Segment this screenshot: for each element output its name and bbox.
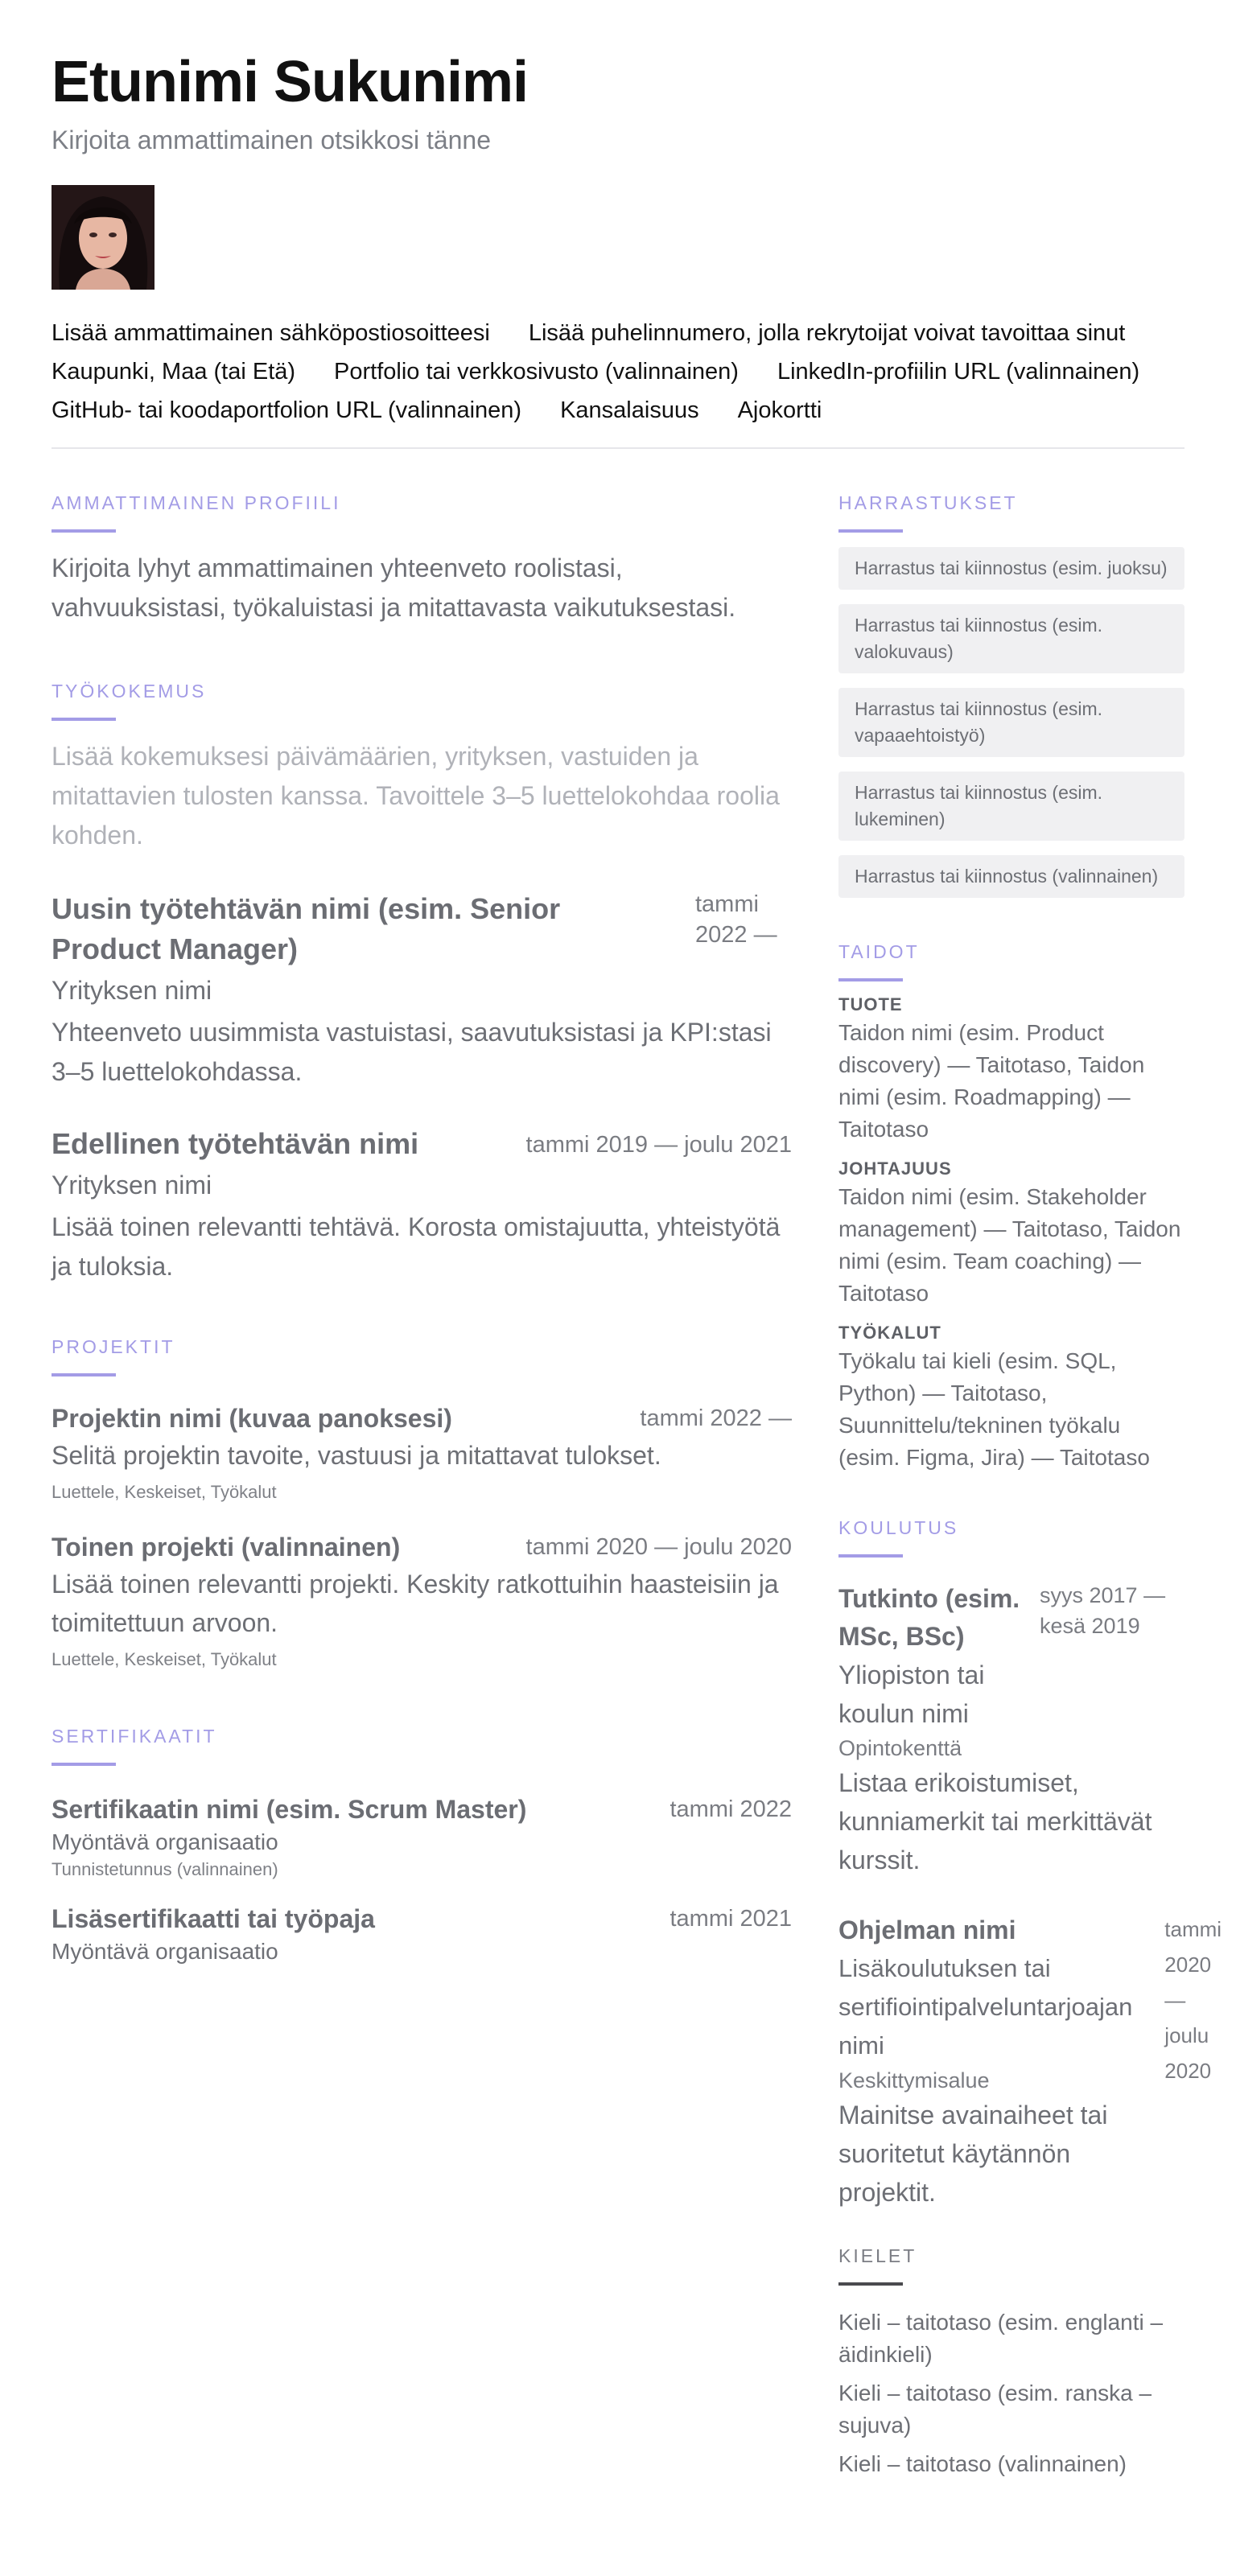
section-title: PROJEKTIT bbox=[52, 1336, 175, 1357]
project-item bbox=[52, 1401, 792, 1505]
professional-headline: Kirjoita ammattimainen otsikkosi tänne bbox=[52, 126, 492, 154]
profile-section bbox=[52, 491, 792, 628]
certificates-section bbox=[52, 1724, 792, 1967]
hobby-tag: Harrastus tai kiinnostus (esim. vapaaehtoistyö) bbox=[838, 688, 1184, 757]
person-name: Etunimi Sukunimi bbox=[52, 50, 529, 114]
project-tags: Luettele, Keskeiset, Työkalut bbox=[52, 1482, 277, 1502]
company-name: Yrityksen nimi bbox=[52, 976, 212, 1005]
project-date: tammi 2020 — joulu 2020 bbox=[525, 1534, 792, 1560]
education-description: Listaa erikoistumiset, kunniamerkit tai merkittävät kurssit. bbox=[838, 1768, 1152, 1874]
experience-item bbox=[52, 1124, 792, 1286]
hobby-tag: Harrastus tai kiinnostus (valinnainen) bbox=[838, 855, 1184, 898]
project-title: Toinen projekti (valinnainen) bbox=[52, 1533, 401, 1562]
skill-list: Työkalu tai kieli (esim. SQL, Python) — Taitotaso, Suunnittelu/tekninen työkalu (esim. Figma, Jira) — Taitotaso bbox=[838, 1348, 1150, 1470]
contact-portfolio[interactable]: Portfolio tai verkkosivusto (valinnainen) bbox=[334, 359, 739, 385]
main-column bbox=[52, 491, 792, 1967]
section-title: KIELET bbox=[838, 2245, 917, 2266]
project-description: Lisää toinen relevantti projekti. Keskity ratkottuihin haasteisiin ja toimitettuun arvoon. bbox=[52, 1570, 779, 1637]
certificate-id: Tunnistetunnus (valinnainen) bbox=[52, 1859, 278, 1879]
project-date: tammi 2022 — bbox=[640, 1405, 792, 1431]
hobby-tag: Harrastus tai kiinnostus (esim. lukeminen) bbox=[838, 772, 1184, 841]
education-item bbox=[838, 1580, 1184, 1879]
experience-section bbox=[52, 679, 792, 1286]
certificate-item bbox=[52, 1901, 792, 1967]
header-divider bbox=[52, 447, 1184, 449]
hobby-tag: Harrastus tai kiinnostus (esim. juoksu) bbox=[838, 547, 1184, 590]
contact-email[interactable]: Lisää ammattimainen sähköpostiosoitteesi bbox=[52, 320, 490, 346]
education-item bbox=[838, 1911, 1222, 2212]
job-date: tammi 2022 — bbox=[695, 891, 777, 948]
projects-section bbox=[52, 1335, 792, 1673]
program-block bbox=[838, 1911, 1158, 2212]
skill-list: Taidon nimi (esim. Product discovery) — Taitotaso, Taidon nimi (esim. Roadmapping) — Taitotaso bbox=[838, 1020, 1145, 1142]
section-title: AMMATTIMAINEN PROFIILI bbox=[52, 492, 341, 513]
certificate-item bbox=[52, 1792, 792, 1882]
section-title: TAIDOT bbox=[838, 941, 920, 962]
certificate-title: Lisäsertifikaatti tai työpaja bbox=[52, 1904, 375, 1933]
experience-item bbox=[52, 889, 792, 1092]
experience-intro: Lisää kokemuksesi päivämäärien, yrityksen, vastuiden ja mitattavien tulosten kanssa. Tavoittele 3–5 luettelokohdaa roolia kohden. bbox=[52, 742, 780, 850]
program-date: tammi 2020 — joulu 2020 bbox=[1164, 1917, 1222, 2083]
language-item: Kieli – taitotaso (esim. ranska – sujuva) bbox=[838, 2381, 1152, 2438]
section-title: SERTIFIKAATIT bbox=[52, 1726, 217, 1747]
project-tags: Luettele, Keskeiset, Työkalut bbox=[52, 1649, 277, 1669]
field-of-study: Opintokenttä bbox=[838, 1736, 962, 1760]
program-title: Ohjelman nimi bbox=[838, 1916, 1016, 1944]
hobby-tag: Harrastus tai kiinnostus (esim. valokuvaus) bbox=[838, 604, 1184, 673]
contact-phone[interactable]: Lisää puhelinnumero, jolla rekrytoijat voivat tavoittaa sinut bbox=[528, 320, 1126, 346]
hobbies-section bbox=[838, 491, 1184, 898]
skill-category: TYÖKALUT bbox=[838, 1323, 941, 1343]
contact-license: Ajokortti bbox=[737, 397, 822, 423]
certificate-title: Sertifikaatin nimi (esim. Scrum Master) bbox=[52, 1795, 527, 1824]
job-description: Lisää toinen relevantti tehtävä. Korosta omistajuutta, yhteistyötä ja tuloksia. bbox=[52, 1212, 781, 1281]
program-description: Mainitse avainaiheet tai suoritetut käytännön projektit. bbox=[838, 2101, 1108, 2207]
certificate-date: tammi 2021 bbox=[670, 1906, 792, 1932]
portrait-image bbox=[52, 185, 154, 290]
job-title: Uusin työtehtävän nimi (esim. Senior Product Manager) bbox=[52, 892, 561, 965]
job-title: Edellinen työtehtävän nimi bbox=[52, 1127, 419, 1160]
job-date: tammi 2019 — joulu 2021 bbox=[525, 1132, 792, 1158]
skill-category: JOHTAJUUS bbox=[838, 1158, 952, 1179]
degree-title: Tutkinto (esim. MSc, BSc) bbox=[838, 1584, 1020, 1651]
contact-info bbox=[52, 314, 1184, 430]
section-underline bbox=[52, 1763, 116, 1766]
contact-linkedin[interactable]: LinkedIn-profiilin URL (valinnainen) bbox=[777, 359, 1140, 385]
focus-area: Keskittymisalue bbox=[838, 2068, 990, 2092]
section-title: TYÖKOKEMUS bbox=[52, 681, 207, 702]
skill-list: Taidon nimi (esim. Stakeholder management) — Taitotaso, Taidon nimi (esim. Team coaching) — Taitotaso bbox=[838, 1184, 1181, 1306]
project-item bbox=[52, 1529, 792, 1673]
profile-photo bbox=[52, 185, 154, 290]
section-underline bbox=[52, 1373, 116, 1376]
side-column bbox=[838, 491, 1222, 2487]
provider-name: Lisäkoulutuksen tai sertifiointipalveluntarjoajan nimi bbox=[838, 1954, 1133, 2060]
resume-header bbox=[52, 48, 1184, 423]
education-section bbox=[838, 1516, 1222, 2212]
project-description: Selitä projektin tavoite, vastuusi ja mitattavat tulokset. bbox=[52, 1441, 661, 1470]
section-underline bbox=[838, 1554, 903, 1558]
languages-section bbox=[838, 2244, 1184, 2480]
skill-category: TUOTE bbox=[838, 994, 903, 1014]
section-title: HARRASTUKSET bbox=[838, 492, 1018, 513]
project-title: Projektin nimi (kuvaa panoksesi) bbox=[52, 1404, 452, 1433]
section-underline bbox=[838, 529, 903, 533]
language-item: Kieli – taitotaso (valinnainen) bbox=[838, 2451, 1127, 2476]
certificate-issuer: Myöntävä organisaatio bbox=[52, 1829, 278, 1854]
contact-github[interactable]: GitHub- tai koodaportfolion URL (valinnainen) bbox=[52, 397, 522, 423]
section-underline bbox=[838, 2282, 903, 2286]
certificate-date: tammi 2022 bbox=[670, 1796, 792, 1822]
section-title: KOULUTUS bbox=[838, 1517, 959, 1538]
language-item: Kieli – taitotaso (esim. englanti – äidinkieli) bbox=[838, 2310, 1164, 2367]
job-description: Yhteenveto uusimmista vastuistasi, saavutuksistasi ja KPI:stasi 3–5 luettelokohdassa. bbox=[52, 1018, 772, 1086]
company-name: Yrityksen nimi bbox=[52, 1171, 212, 1200]
section-underline bbox=[838, 978, 903, 981]
profile-summary: Kirjoita lyhyt ammattimainen yhteenveto roolistasi, vahvuuksistasi, työkaluistasi ja mitattavasta vaikutuksestasi. bbox=[52, 553, 736, 622]
section-underline bbox=[52, 718, 116, 721]
school-name: Yliopiston tai koulun nimi bbox=[838, 1660, 985, 1728]
education-date: syys 2017 — kesä 2019 bbox=[1040, 1583, 1166, 1638]
section-underline bbox=[52, 529, 116, 533]
contact-citizenship: Kansalaisuus bbox=[560, 397, 699, 423]
skills-section bbox=[838, 940, 1184, 1474]
contact-location: Kaupunki, Maa (tai Etä) bbox=[52, 359, 296, 385]
certificate-issuer: Myöntävä organisaatio bbox=[52, 1939, 278, 1964]
